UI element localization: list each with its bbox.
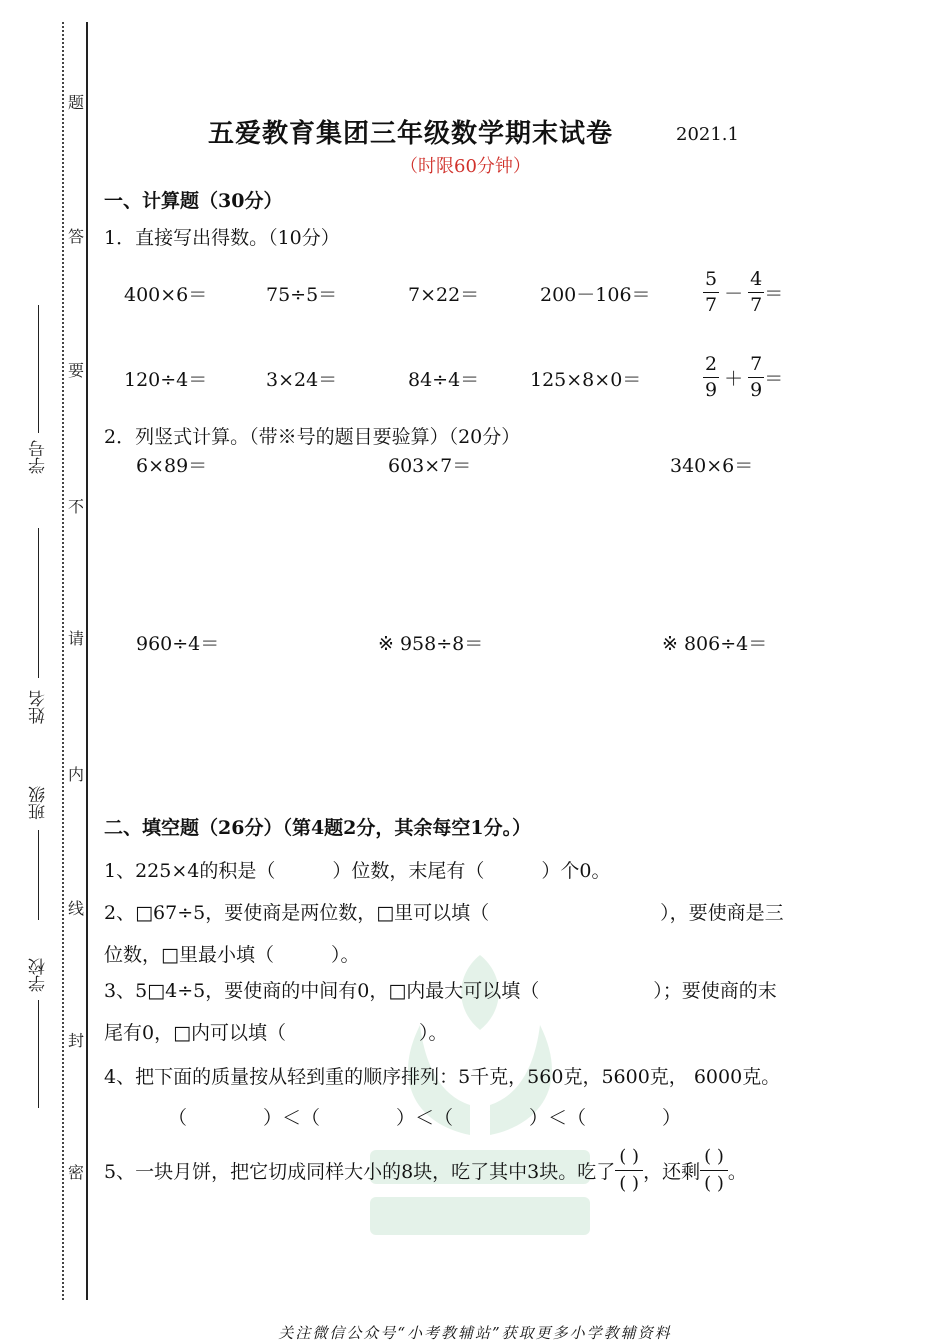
fill-question-line: 2、□67÷5，要使商是两位数，□里可以填（ ），要使商是三 bbox=[104, 902, 784, 924]
fill-question-line: 4、把下面的质量按从轻到重的顺序排列：5千克，560克，5600克， 6000克。 bbox=[104, 1066, 781, 1088]
denominator: 7 bbox=[705, 294, 718, 316]
question-1-label: 1．直接写出得数。（10分） bbox=[104, 227, 340, 249]
vertical-calc-item: 6×89＝ bbox=[136, 455, 208, 477]
seal-char: 请 bbox=[67, 629, 84, 648]
seal-char: 要 bbox=[67, 361, 84, 380]
question-5-end: 。 bbox=[727, 1161, 747, 1183]
name-blank[interactable] bbox=[38, 528, 39, 678]
fill-question-line: 1、225×4的积是（ ）位数，末尾有（ ）个0。 bbox=[104, 860, 611, 882]
question-2-label: 2．列竖式计算。（带※号的题目要验算）（20分） bbox=[104, 426, 521, 448]
time-limit: （时限60分钟） bbox=[400, 156, 531, 177]
footer-note: 关注微信公众号“小考教辅站”获取更多小学教辅资料 bbox=[278, 1324, 672, 1342]
school-blank[interactable] bbox=[38, 1000, 39, 1108]
page-title: 五爱教育集团三年级数学期末试卷 bbox=[208, 119, 614, 149]
operator: ＋ bbox=[724, 368, 744, 390]
section-2-heading: 二、填空题（26分）（第4题2分，其余每空1分。） bbox=[104, 817, 532, 839]
seal-char: 封 bbox=[67, 1031, 84, 1050]
vertical-calc-item: ※ 958÷8＝ bbox=[378, 633, 484, 655]
denominator: 7 bbox=[750, 294, 763, 316]
ordering-blanks: （ ）＜（ ）＜（ ）＜（ ） bbox=[168, 1107, 682, 1129]
seal-char: 内 bbox=[67, 765, 84, 784]
operator: － bbox=[724, 283, 744, 305]
fill-question-line: 3、5□4÷5，要使商的中间有0，□内最大可以填（ ）；要使商的末 bbox=[104, 980, 777, 1002]
seal-char: 答 bbox=[67, 227, 84, 246]
calc-item: 7×22＝ bbox=[408, 284, 480, 306]
numerator: 5 bbox=[703, 267, 719, 293]
seal-char: 题 bbox=[67, 93, 84, 112]
fraction-expression bbox=[703, 352, 783, 403]
calc-item: 200－106＝ bbox=[540, 284, 651, 306]
name-label: 姓名 bbox=[29, 690, 49, 724]
class-blank[interactable] bbox=[38, 830, 39, 920]
section-1-heading: 一、计算题（30分） bbox=[104, 190, 283, 212]
school-label: 学校 bbox=[29, 958, 49, 992]
vertical-calc-item: ※ 806÷4＝ bbox=[662, 633, 768, 655]
question-5-mid: ，还剩 bbox=[643, 1161, 701, 1183]
calc-item: 84÷4＝ bbox=[408, 369, 480, 391]
fill-question-line: 尾有0，□内可以填（ ）。 bbox=[104, 1022, 448, 1044]
vertical-calc-item: 960÷4＝ bbox=[136, 633, 220, 655]
student-no-blank[interactable] bbox=[38, 305, 39, 433]
margin-solid-line bbox=[86, 22, 88, 1300]
equals: ＝ bbox=[764, 283, 784, 305]
calc-item: 3×24＝ bbox=[266, 369, 338, 391]
calc-item: 125×8×0＝ bbox=[530, 369, 642, 391]
vertical-calc-item: 603×7＝ bbox=[388, 455, 472, 477]
fraction-expression bbox=[703, 267, 783, 318]
seal-char: 密 bbox=[67, 1163, 84, 1182]
fill-question-line: 位数，□里最小填（ ）。 bbox=[104, 944, 360, 966]
fraction-blank[interactable]: ( ) ( ) bbox=[615, 1144, 643, 1197]
question-5-text: 5、一块月饼，把它切成同样大小的8块，吃了其中3块。吃了 bbox=[104, 1161, 616, 1183]
calc-item: 75÷5＝ bbox=[266, 284, 338, 306]
fraction-question bbox=[104, 1144, 747, 1197]
calc-item: 120÷4＝ bbox=[124, 369, 208, 391]
seal-char: 不 bbox=[67, 497, 84, 516]
equals: ＝ bbox=[764, 368, 784, 390]
calc-item: 400×6＝ bbox=[124, 284, 208, 306]
numerator: 2 bbox=[703, 352, 719, 378]
denominator: 9 bbox=[705, 379, 718, 401]
fraction-blank[interactable]: ( ) ( ) bbox=[700, 1144, 728, 1197]
class-label: 班级 bbox=[29, 786, 49, 820]
seal-char: 线 bbox=[67, 899, 84, 918]
student-no-label: 学号 bbox=[29, 440, 49, 474]
numerator: 7 bbox=[748, 352, 764, 378]
denominator: 9 bbox=[750, 379, 763, 401]
numerator: 4 bbox=[748, 267, 764, 293]
exam-date: 2021.1 bbox=[676, 124, 739, 145]
vertical-calc-item: 340×6＝ bbox=[670, 455, 754, 477]
fold-dotted-line bbox=[62, 22, 64, 1300]
